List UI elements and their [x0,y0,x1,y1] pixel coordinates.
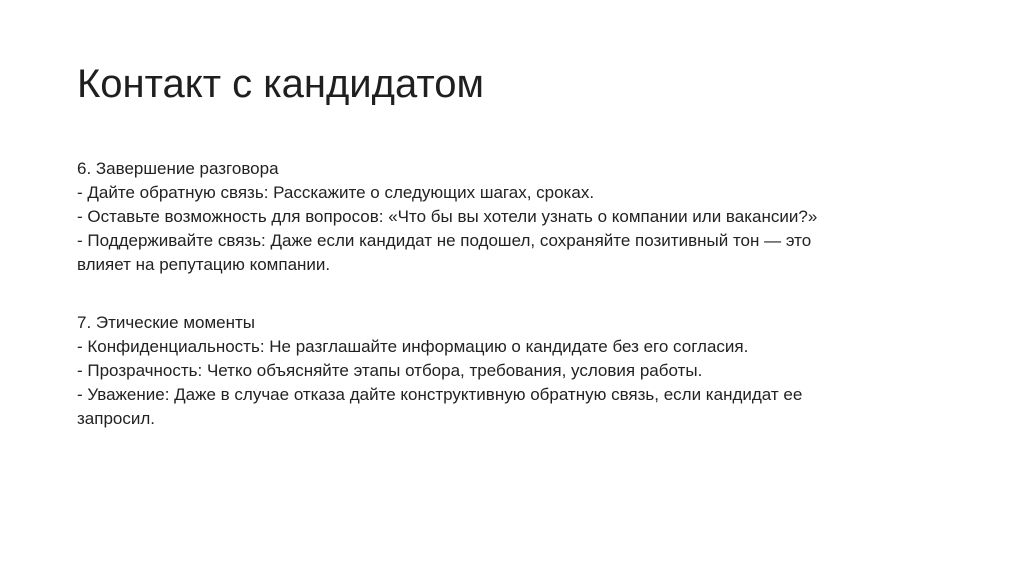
slide-title: Контакт с кандидатом [77,62,484,106]
bullet-line: - Уважение: Даже в случае отказа дайте конструктивную обратную связь, если кандидат ее [77,385,803,404]
bullet-line: - Прозрачность: Четко объясняйте этапы отбора, требования, условия работы. [77,361,703,380]
slide-content [77,157,957,431]
section-ethical-points [77,311,957,431]
section-conversation-ending [77,157,957,277]
section-heading: 6. Завершение разговора [77,159,279,178]
bullet-line: - Оставьте возможность для вопросов: «Что бы вы хотели узнать о компании или вакансии?» [77,207,818,226]
section-heading: 7. Этические моменты [77,313,256,332]
bullet-line: - Дайте обратную связь: Расскажите о следующих шагах, сроках. [77,183,595,202]
bullet-line-continuation: влияет на репутацию компании. [77,255,331,274]
bullet-line: - Конфиденциальность: Не разглашайте информацию о кандидате без его согласия. [77,337,749,356]
bullet-line: - Поддерживайте связь: Даже если кандидат не подошел, сохраняйте позитивный тон — это [77,231,812,250]
bullet-line-continuation: запросил. [77,409,156,428]
